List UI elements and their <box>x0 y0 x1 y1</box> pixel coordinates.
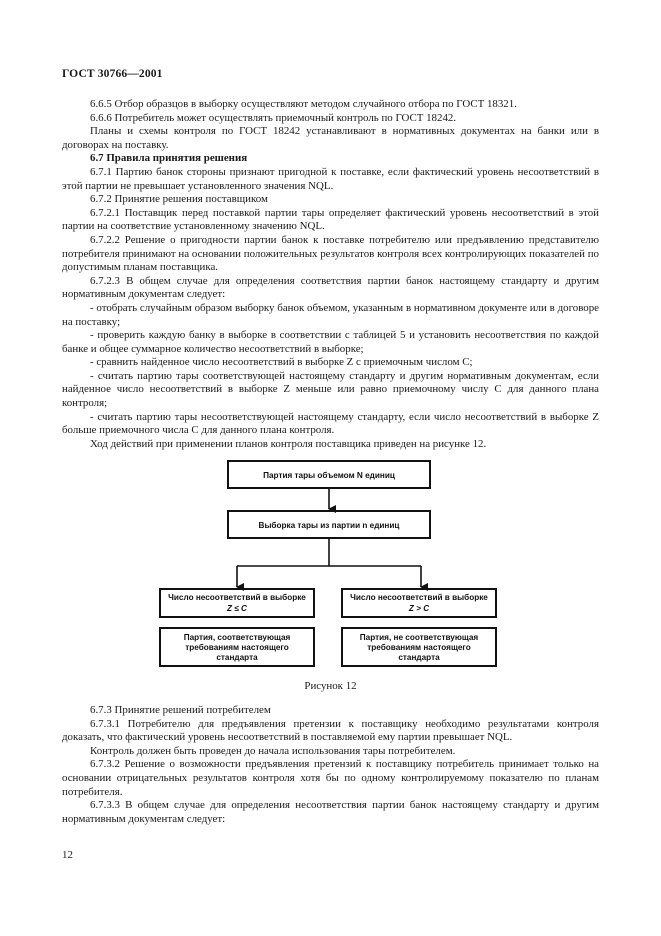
right-result-line: Партия, не соответствующая <box>359 633 479 642</box>
list-item: - сравнить найденное число несоответствий в выборке Z с приемочным числом C; <box>90 356 473 369</box>
paragraph: 6.7.3.3 В общем случае для определения несоответствия партии банок настоящему стандарту и другим нормативным документам следует: <box>62 799 599 825</box>
paragraph: Контроль должен быть проведен до начала использования тары потребителем. <box>90 744 456 757</box>
bottom-text-block <box>62 704 599 826</box>
paragraph: 6.6.5 Отбор образцов в выборку осуществляют методом случайного отбора по ГОСТ 18321. <box>90 98 517 110</box>
sample-box-label: Выборка тары из партии n единиц <box>258 521 400 530</box>
left-condition-formula: Z ≤ C <box>227 604 247 613</box>
left-result-line: требованиям настоящего <box>185 643 289 652</box>
right-result-line: требованиям настоящего <box>367 643 471 652</box>
left-condition-label: Число несоответствий в выборке <box>168 593 306 602</box>
list-item: - считать партию тары несоответствующей настоящему стандарту, если число несоответствий в выборке Z больше приемочного числа C для данного плана контроля. <box>62 410 599 437</box>
paragraph: 6.7.2.1 Поставщик перед поставкой партии тары определяет фактический уровень несоответствий в этой партии на соответствие установленному значению NQL. <box>62 206 599 233</box>
figure-caption: Рисунок 12 <box>304 680 357 692</box>
paragraph: 6.7.3.2 Решение о возможности предъявления претензий к поставщику потребитель принимает только на основании отрицательных результатов контроля хотя бы по одному контролируемому показателю по планам потребителя. <box>62 758 599 798</box>
lot-box-label: Партия тары объемом N единиц <box>263 471 395 480</box>
right-condition-label: Число несоответствий в выборке <box>350 593 488 602</box>
right-result-line: стандарта <box>398 653 440 662</box>
right-condition-formula: Z > C <box>408 604 430 613</box>
paragraph: 6.7.2.2 Решение о пригодности партии банок к поставке потребителю или предъявлению представителю потребителя принимают на основании положительных результатов контроля всех контролирующих показателей по допустимым планам поставщика. <box>62 233 599 274</box>
paragraph: 6.7.3 Принятие решений потребителем <box>90 704 271 716</box>
document-header: ГОСТ 30766—2001 <box>62 67 163 80</box>
paragraph: Планы и схемы контроля по ГОСТ 18242 устанавливают в нормативных документах на банки или в договорах на поставку. <box>62 125 599 151</box>
left-result-line: стандарта <box>216 653 258 662</box>
list-item: - отобрать случайным образом выборку банок объемом, указанным в нормативном документе или в договоре на поставку; <box>62 301 599 328</box>
section-heading: 6.7 Правила принятия решения <box>90 152 248 165</box>
page-number: 12 <box>62 849 73 861</box>
paragraph: 6.7.2.3 В общем случае для определения соответствия партии банок настоящему стандарту и другим нормативным документам следует: <box>62 274 599 301</box>
list-item: - считать партию тары соответствующей настоящему стандарту и другим нормативным документам, если найденное число несоответствий в выборке Z меньше или равно приемочному числу C для данного плана контроля; <box>62 369 599 410</box>
paragraph: 6.6.6 Потребитель может осуществлять приемочный контроль по ГОСТ 18242. <box>90 111 457 124</box>
paragraph: 6.7.1 Партию банок стороны признают пригодной к поставке, если фактический уровень несоответствий в этой партии не превышает установленного значения NQL. <box>62 165 599 192</box>
paragraph: 6.7.2 Принятие решения поставщиком <box>90 193 268 206</box>
left-result-line: Партия, соответствующая <box>183 633 291 642</box>
paragraph: Ход действий при применении планов контроля поставщика приведен на рисунке 12. <box>90 437 487 450</box>
paragraph: 6.7.3.1 Потребителю для предъявления претензии к поставщику необходимо результатами контроля доказать, что фактический уровень несоответствий в поставляемой ему партии превышает NQL. <box>62 717 599 744</box>
list-item: - проверить каждую банку в выборке в соответствии с таблицей 5 и установить несоответствия по каждой банке и общее суммарное количество несоответствий в выборке; <box>62 329 599 355</box>
